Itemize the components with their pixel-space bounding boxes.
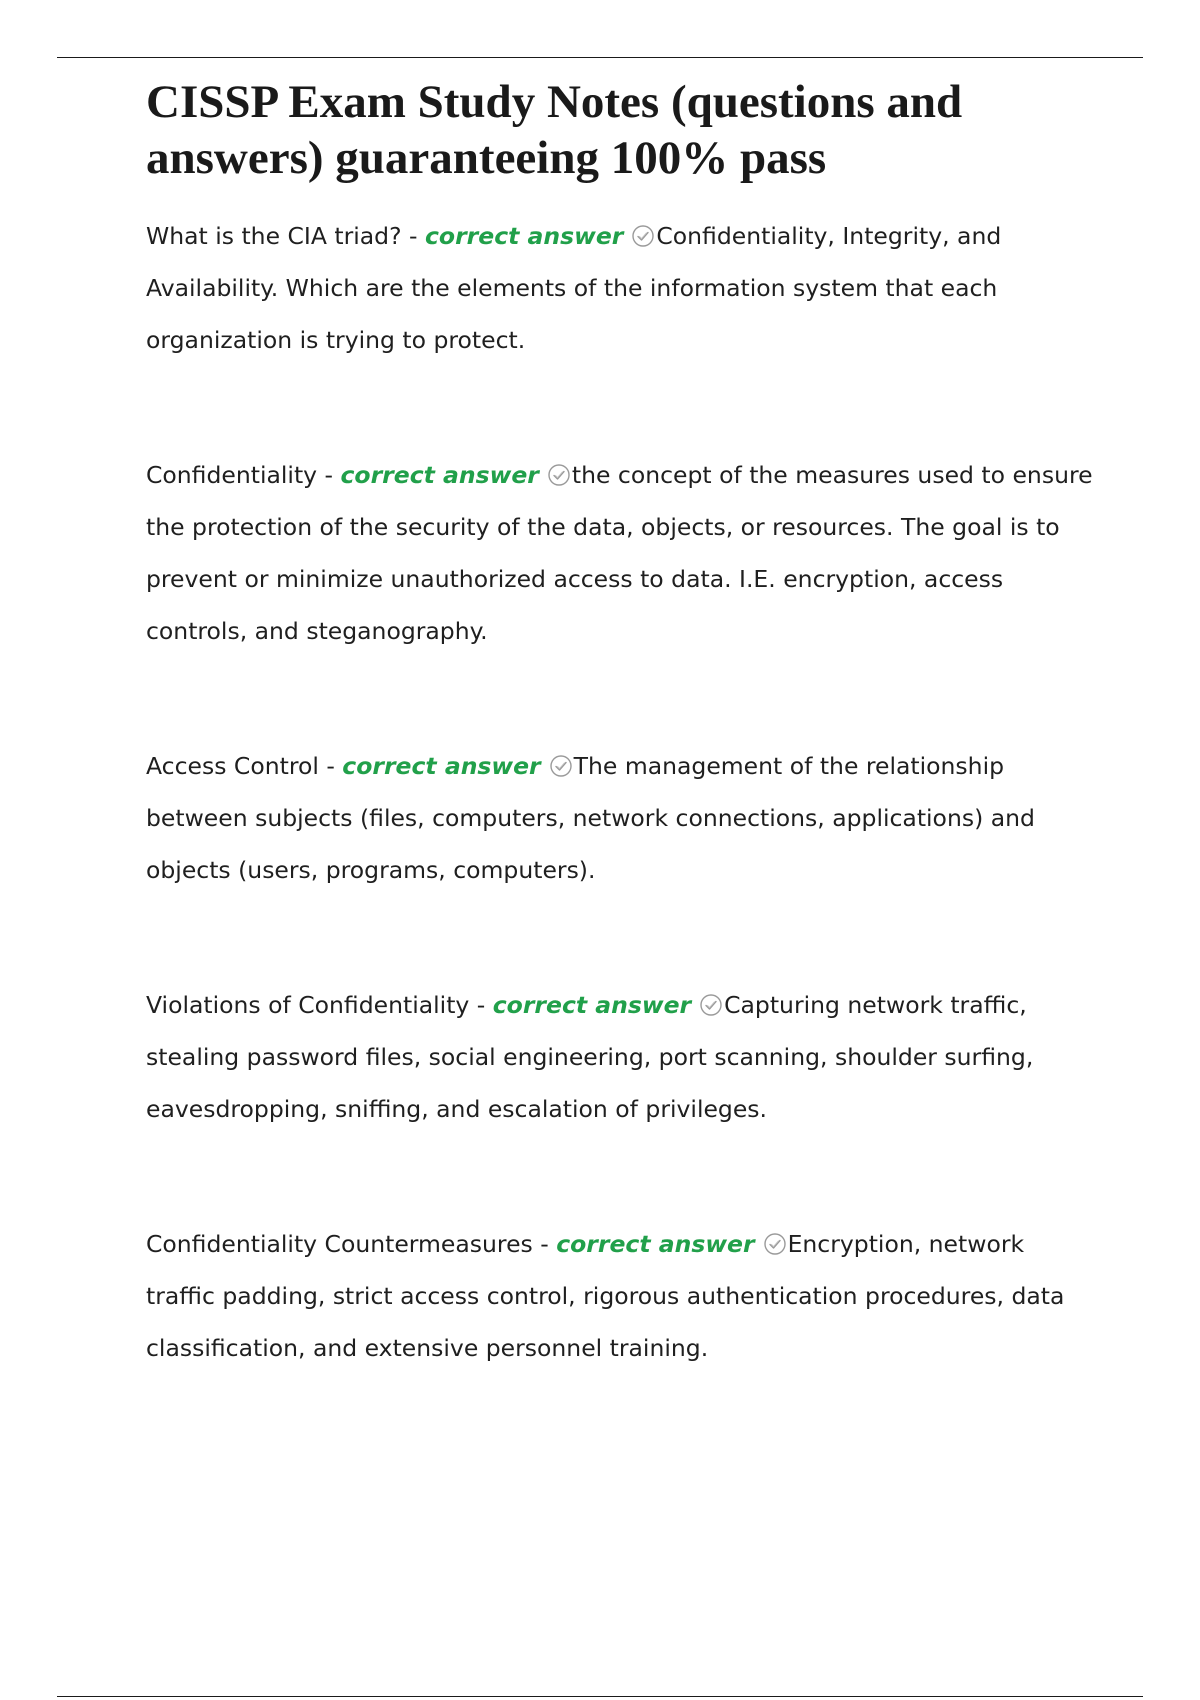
qa-answer: The management of the relationship between subjects (files, computers, network connections, applications) and objects (users, programs, computers). — [146, 752, 1035, 884]
qa-question: Violations of Confidentiality — [146, 991, 470, 1019]
correct-answer-label: correct answer — [342, 752, 541, 780]
correct-answer-label: correct answer — [340, 461, 539, 489]
qa-list — [146, 210, 1096, 1374]
qa-separator: - — [318, 752, 343, 780]
document-body — [146, 74, 1096, 1457]
qa-separator: - — [532, 1230, 557, 1258]
top-rule — [57, 57, 1143, 58]
qa-separator: - — [401, 222, 425, 250]
title-line-2: answers) guaranteeing 100% pass — [146, 132, 827, 184]
qa-question: What is the CIA triad? — [146, 222, 402, 250]
qa-answer: Confidentiality, Integrity, and Availability. Which are the elements of the information system that each organization is trying to protect. — [146, 222, 1002, 354]
qa-item — [146, 449, 1096, 657]
qa-item — [146, 210, 1096, 366]
check-circle-icon — [631, 224, 655, 248]
qa-separator: - — [317, 461, 341, 489]
qa-answer: the concept of the measures used to ensure the protection of the security of the data, objects, or resources. The goal is to prevent or minimize unauthorized access to data. I.E. encryption, access controls, and steganography. — [146, 461, 1093, 645]
correct-answer-label: correct answer — [425, 222, 624, 250]
title-line-1: CISSP Exam Study Notes (questions and — [146, 76, 963, 128]
check-circle-icon — [549, 754, 573, 778]
bottom-rule — [57, 1696, 1143, 1697]
document-title — [146, 74, 1096, 186]
qa-answer: Encryption, network traffic padding, strict access control, rigorous authentication procedures, data classification, and extensive personnel training. — [146, 1230, 1065, 1362]
qa-item — [146, 1218, 1096, 1374]
correct-answer-label: correct answer — [492, 991, 692, 1019]
check-circle-icon — [763, 1232, 787, 1256]
qa-separator: - — [469, 991, 493, 1019]
qa-question: Confidentiality Countermeasures — [146, 1230, 533, 1258]
check-circle-icon — [547, 463, 571, 487]
qa-answer: Capturing network traffic, stealing password files, social engineering, port scanning, shoulder surfing, eavesdropping, sniffing, and escalation of privileges. — [146, 991, 1034, 1123]
qa-question: Confidentiality — [146, 461, 318, 489]
qa-item — [146, 979, 1096, 1135]
qa-question: Access Control — [146, 752, 319, 780]
check-circle-icon — [699, 993, 723, 1017]
correct-answer-label: correct answer — [556, 1230, 755, 1258]
qa-item — [146, 740, 1096, 896]
